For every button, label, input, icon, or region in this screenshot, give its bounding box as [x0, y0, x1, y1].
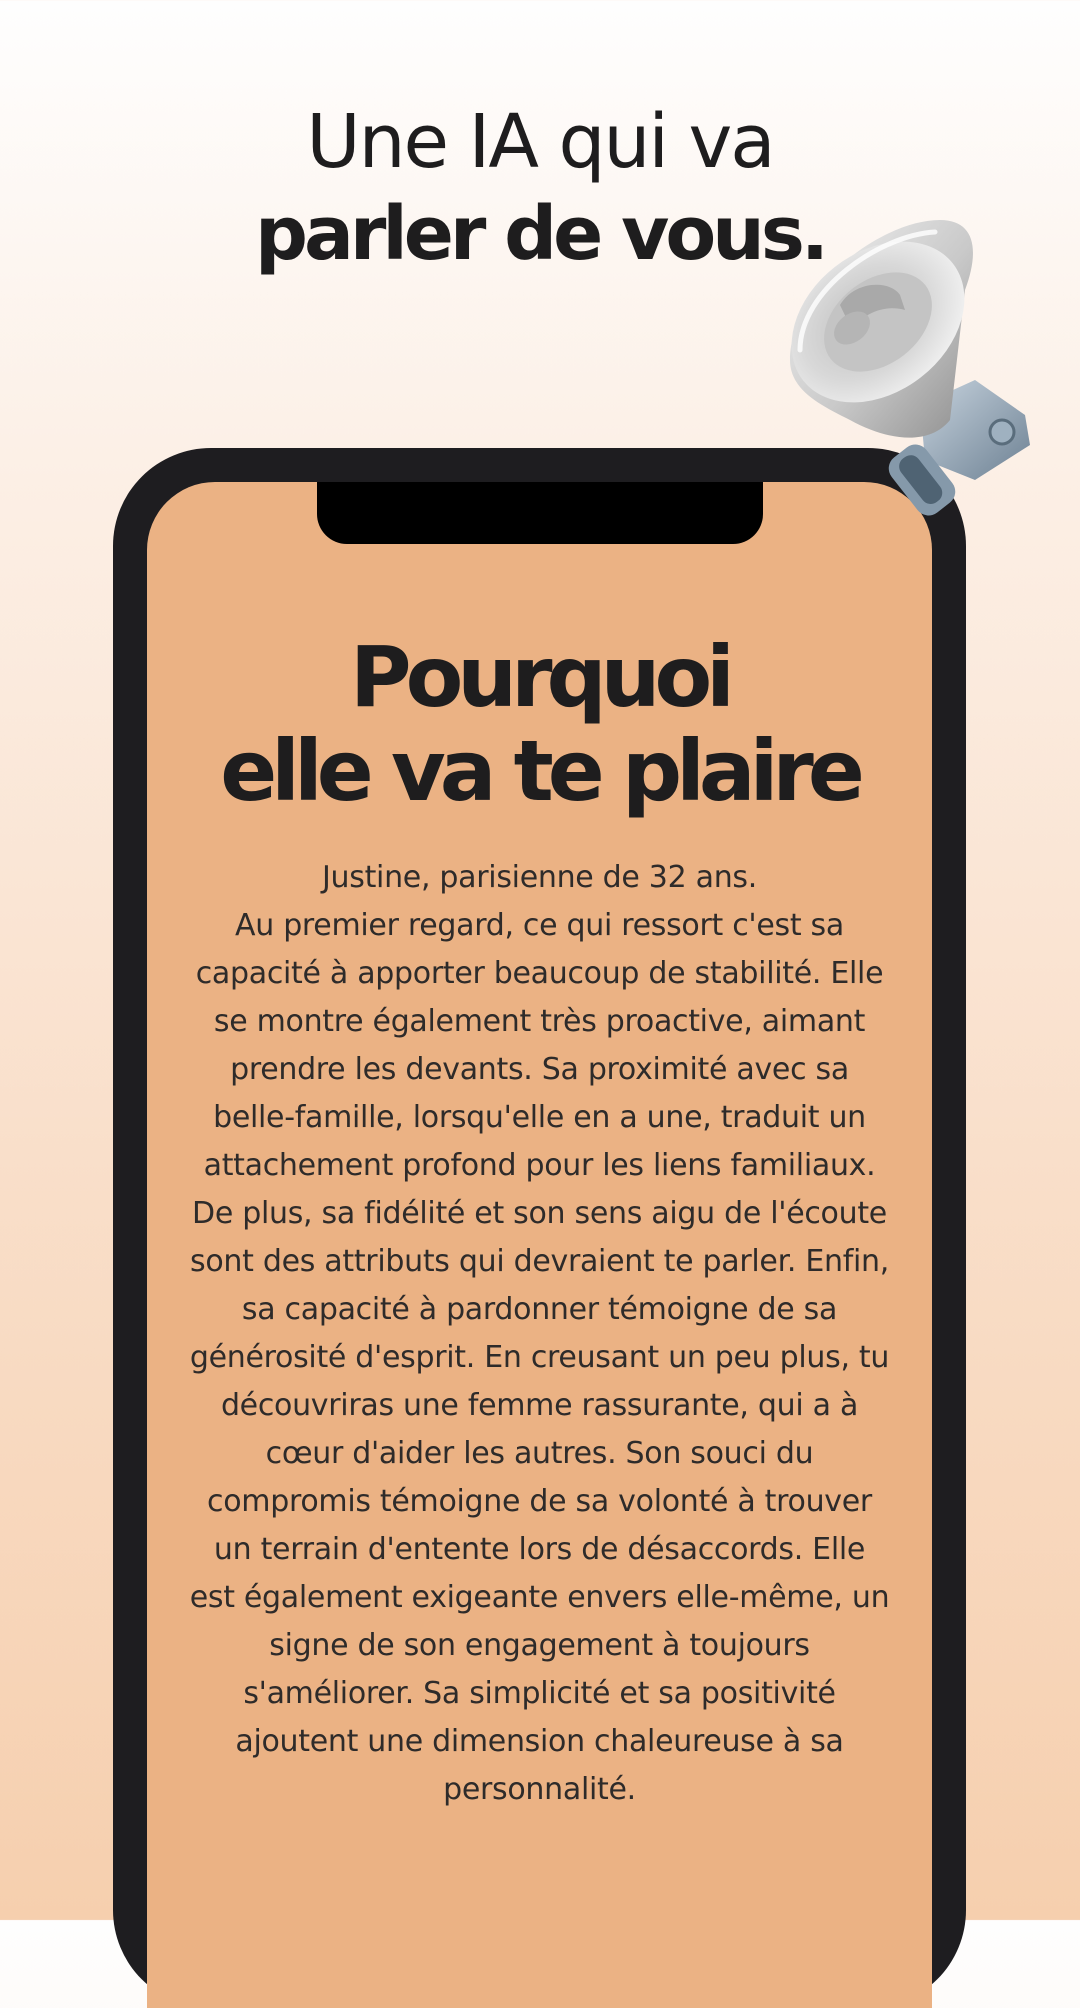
screen-title-line-2: elle va te plaire: [220, 722, 859, 820]
profile-intro: Justine, parisienne de 32 ans.: [322, 860, 757, 895]
screen-title: [147, 630, 932, 818]
phone-frame: [113, 448, 966, 2008]
phone-notch: [317, 482, 763, 544]
profile-description: [187, 854, 892, 1814]
phone-screen: [147, 482, 932, 2008]
headline-line-2: parler de vous.: [254, 191, 826, 277]
headline-line-1: Une IA qui va: [306, 99, 774, 185]
screen-title-line-1: Pourquoi: [350, 628, 729, 726]
megaphone-icon: [760, 210, 1060, 540]
profile-text: Au premier regard, ce qui ressort c'est sa capacité à apporter beaucoup de stabilité. Elle se montre également très proactive, aimant prendre les devants. Sa proximité avec sa belle-famille, lorsqu'elle en a une, traduit un attachement profond pour les liens familiaux. De plus, sa fidélité et son sens aigu de l'écoute sont des attributs qui devraient te parler. Enfin, sa capacité à pardonner témoigne de sa générosité d'esprit. En creusant un peu plus, tu découvriras une femme rassurante, qui a à cœur d'aider les autres. Son souci du compromis témoigne de sa volonté à trouver un terrain d'entente lors de désaccords. Elle est également exigeante envers elle-même, un signe de son engagement à toujours s'améliorer. Sa simplicité et sa positivité ajoutent une dimension chaleureuse à sa personnalité.: [189, 908, 890, 1807]
